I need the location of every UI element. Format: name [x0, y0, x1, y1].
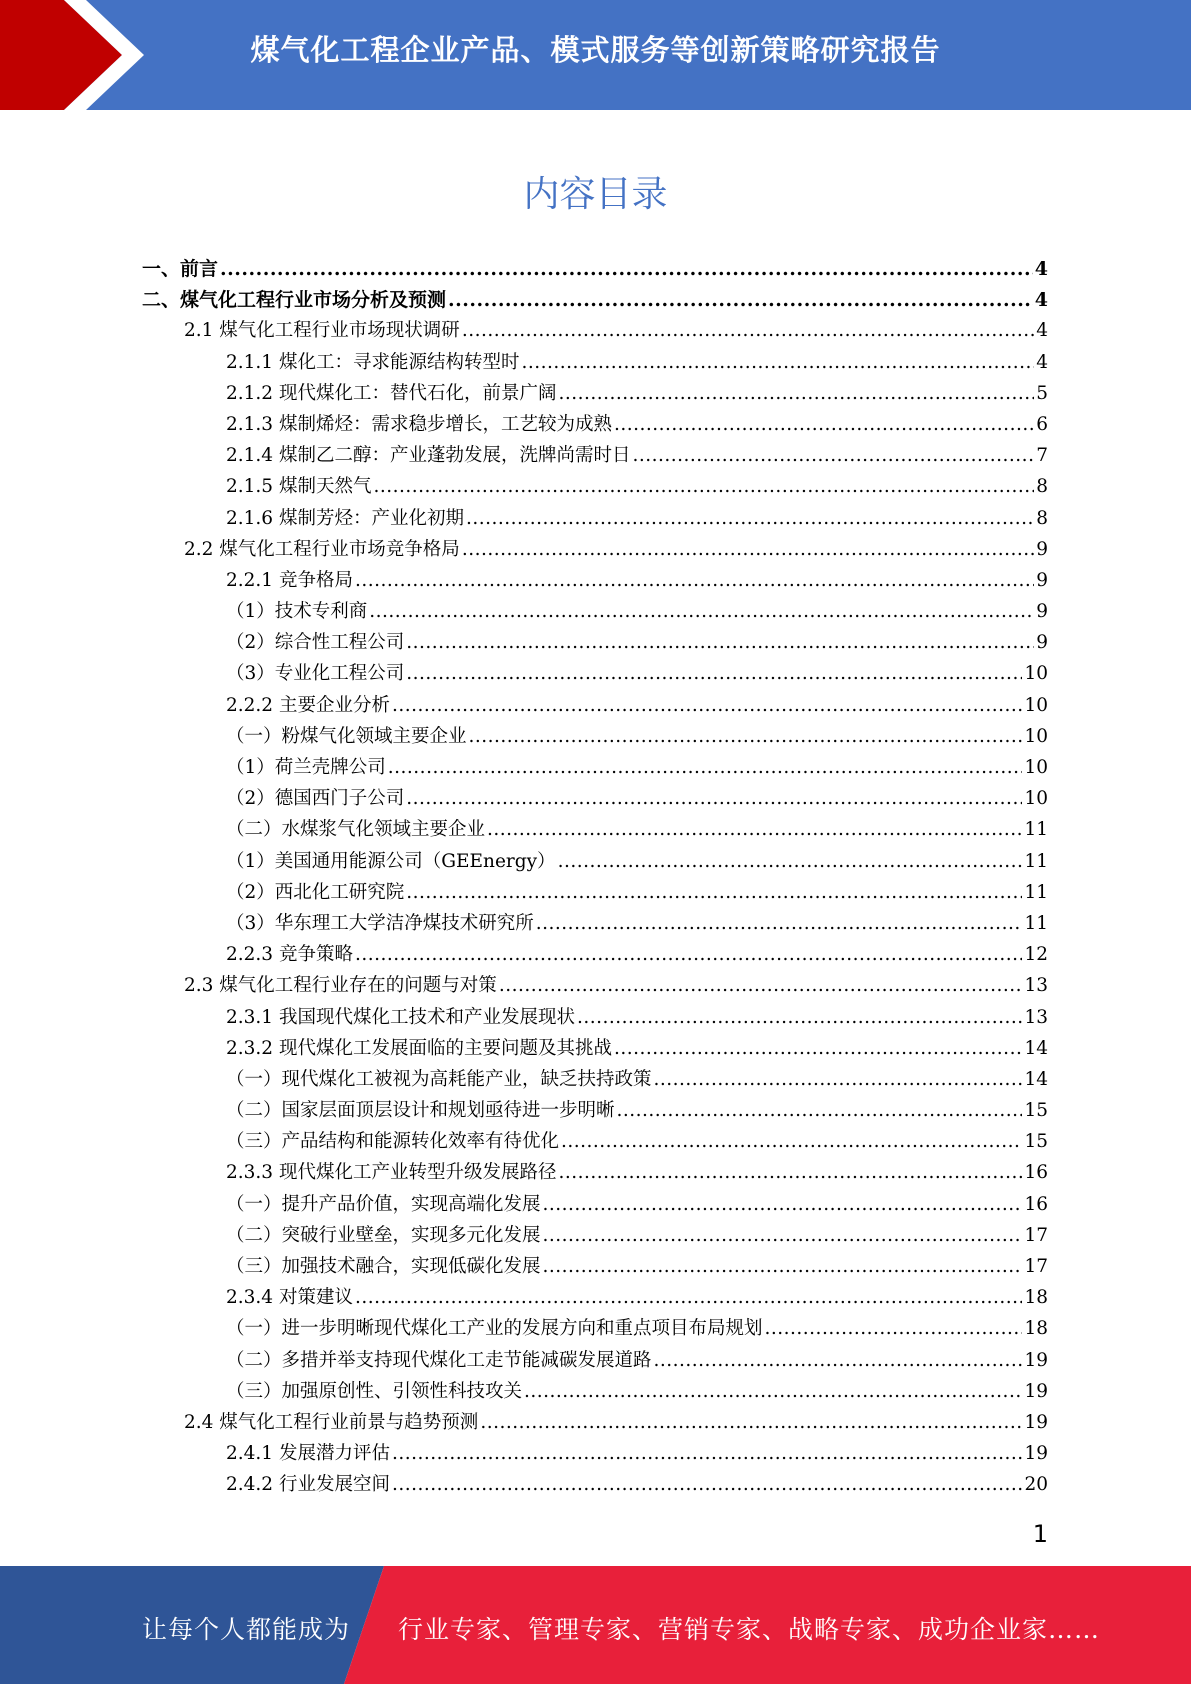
toc-entry-label: 2.1.3 煤制烯烃：需求稳步增长，工艺较为成熟: [226, 413, 612, 435]
toc-entry-label: 2.4 煤气化工程行业前景与趋势预测: [184, 1411, 479, 1433]
toc-leader-dots: [462, 539, 1034, 560]
toc-leader-dots: [765, 1318, 1023, 1339]
toc-entry[interactable]: [142, 1127, 1048, 1158]
toc-leader-dots: [521, 352, 1034, 373]
toc-leader-dots: [543, 1225, 1023, 1246]
toc-title: 内容目录: [523, 174, 668, 215]
toc-entry[interactable]: [142, 940, 1048, 971]
toc-leader-dots: [614, 1038, 1022, 1059]
toc-entry[interactable]: [142, 504, 1048, 535]
toc-entry-label: 2.1.1 煤化工：寻求能源结构转型时: [226, 351, 520, 373]
toc-entry[interactable]: [142, 753, 1048, 784]
toc-leader-dots: [558, 851, 1023, 872]
toc-entry-label: 2.2.1 竞争格局: [226, 569, 353, 591]
toc-leader-dots: [406, 632, 1034, 653]
toc-leader-dots: [614, 414, 1034, 435]
toc-entry-page: 10: [1024, 663, 1048, 685]
toc-entry-label: 2.3.4 对策建议: [226, 1287, 353, 1309]
toc-entry[interactable]: [142, 659, 1048, 690]
toc-entry-label: 2.1.2 现代煤化工：替代石化，前景广阔: [226, 382, 557, 404]
toc-leader-dots: [388, 757, 1023, 778]
footer-band: [0, 1566, 1191, 1684]
toc-entry-label: 2.1.6 煤制芳烃：产业化初期: [226, 507, 464, 529]
toc-entry[interactable]: [142, 1221, 1048, 1252]
toc-entry-label: 2.4.1 发展潜力评估: [226, 1443, 390, 1465]
toc-entry[interactable]: [142, 815, 1048, 846]
toc-entry-page: 15: [1024, 1100, 1048, 1122]
toc-entry-page: 13: [1024, 1006, 1048, 1028]
toc-entry-label: （3）华东理工大学洁净煤技术研究所: [226, 912, 534, 934]
toc-entry-page: 19: [1024, 1349, 1048, 1371]
toc-entry-label: 2.3.3 现代煤化工产业转型升级发展路径: [226, 1162, 557, 1184]
toc-entry-page: 9: [1036, 601, 1048, 623]
toc-entry-label: 2.4.2 行业发展空间: [226, 1474, 390, 1496]
toc-entry[interactable]: [142, 909, 1048, 940]
toc-entry[interactable]: [142, 1283, 1048, 1314]
toc-entry-page: 14: [1024, 1037, 1048, 1059]
toc-entry[interactable]: [142, 379, 1048, 410]
toc-entry-page: 5: [1036, 382, 1048, 404]
toc-entry[interactable]: [142, 847, 1048, 878]
toc-leader-dots: [406, 882, 1022, 903]
toc-entry-page: 4: [1034, 258, 1048, 280]
toc-leader-dots: [406, 788, 1022, 809]
toc-entry-page: 18: [1024, 1318, 1048, 1340]
toc-leader-dots: [469, 726, 1023, 747]
toc-entry-page: 10: [1024, 694, 1048, 716]
toc-entry-label: （二）突破行业壁垒，实现多元化发展: [226, 1224, 541, 1246]
toc-entry-label: 2.1.4 煤制乙二醇：产业蓬勃发展，洗牌尚需时日: [226, 445, 631, 467]
toc-entry[interactable]: [142, 1408, 1048, 1439]
toc-entry-page: 4: [1036, 320, 1048, 342]
toc-entry-page: 4: [1036, 351, 1048, 373]
toc-entry-label: 一、前言: [142, 258, 219, 280]
toc-entry-page: 19: [1024, 1411, 1048, 1433]
toc-entry-label: （一）进一步明晰现代煤化工产业的发展方向和重点项目布局规划: [226, 1318, 763, 1340]
toc-leader-dots: [558, 1162, 1022, 1183]
toc-entry[interactable]: [142, 1252, 1048, 1283]
toc-entry[interactable]: [142, 1190, 1048, 1221]
toc-entry-page: 10: [1024, 757, 1048, 778]
toc-entry-label: 2.3 煤气化工程行业存在的问题与对策: [184, 975, 497, 997]
toc-leader-dots: [480, 1412, 1022, 1433]
toc-entry[interactable]: [142, 1346, 1048, 1377]
toc-entry[interactable]: [142, 1470, 1048, 1501]
toc-entry-page: 11: [1024, 881, 1048, 903]
toc-entry[interactable]: [142, 628, 1048, 659]
toc-entry-page: 8: [1036, 476, 1048, 498]
toc-leader-dots: [499, 975, 1023, 996]
toc-entry[interactable]: [142, 441, 1048, 472]
toc-entry[interactable]: [142, 1065, 1048, 1096]
toc-entry-page: 12: [1024, 944, 1048, 966]
toc-leader-dots: [577, 1007, 1022, 1028]
toc-entry-page: 18: [1024, 1287, 1048, 1309]
toc-leader-dots: [487, 819, 1022, 840]
toc-entry-page: 13: [1024, 975, 1048, 997]
toc-entry-label: 2.3.2 现代煤化工发展面临的主要问题及其挑战: [226, 1037, 612, 1059]
toc-leader-dots: [220, 258, 1033, 280]
toc-entry[interactable]: [142, 784, 1048, 815]
footer-slogan-left: 让每个人都能成为: [142, 1615, 351, 1644]
toc-entry[interactable]: [142, 348, 1048, 379]
toc-leader-dots: [561, 1131, 1022, 1152]
toc-entry-label: （三）加强原创性、引领性科技攻关: [226, 1380, 523, 1402]
toc-entry-page: 9: [1036, 569, 1048, 591]
toc-entry-page: 17: [1024, 1224, 1048, 1246]
toc-leader-dots: [617, 1100, 1023, 1121]
toc-entry-page: 14: [1024, 1068, 1048, 1090]
toc-entry-label: 二、煤气化工程行业市场分析及预测: [142, 289, 447, 312]
toc-leader-dots: [392, 695, 1022, 716]
table-of-contents: [142, 254, 1048, 1502]
toc-leader-dots: [355, 944, 1023, 965]
toc-entry[interactable]: [142, 472, 1048, 503]
toc-entry[interactable]: [142, 691, 1048, 722]
toc-entry[interactable]: [142, 316, 1048, 347]
toc-entry[interactable]: [142, 566, 1048, 597]
toc-entry-page: 7: [1036, 445, 1048, 467]
toc-leader-dots: [373, 476, 1034, 497]
page-number: 1: [1032, 1520, 1048, 1548]
toc-leader-dots: [524, 1381, 1022, 1402]
toc-leader-dots: [466, 508, 1034, 529]
toc-entry-label: （3）专业化工程公司: [226, 663, 405, 685]
toc-entry-label: （一）提升产品价值，实现高端化发展: [226, 1193, 541, 1215]
toc-entry-label: （2）德国西门子公司: [226, 788, 405, 810]
toc-entry-page: 20: [1024, 1474, 1048, 1496]
toc-entry[interactable]: [142, 535, 1048, 566]
toc-entry[interactable]: [142, 410, 1048, 441]
toc-leader-dots: [543, 1256, 1023, 1277]
toc-leader-dots: [654, 1350, 1023, 1371]
toc-entry-page: 6: [1036, 413, 1048, 435]
toc-leader-dots: [392, 1474, 1022, 1495]
toc-entry[interactable]: [142, 722, 1048, 753]
toc-entry[interactable]: [142, 1158, 1048, 1189]
toc-leader-dots: [392, 1443, 1022, 1464]
toc-entry-page: 11: [1024, 850, 1048, 872]
toc-entry[interactable]: [142, 971, 1048, 1002]
toc-entry[interactable]: [142, 1377, 1048, 1408]
toc-leader-dots: [558, 383, 1034, 404]
toc-entry-page: 9: [1036, 538, 1048, 560]
toc-entry[interactable]: [142, 1314, 1048, 1345]
toc-entry-label: （二）水煤浆气化领域主要企业: [226, 819, 486, 841]
toc-entry-page: 9: [1036, 632, 1048, 654]
header-title: 煤气化工程企业产品、模式服务等创新策略研究报告: [250, 33, 941, 67]
toc-entry-label: 2.2.3 竞争策略: [226, 944, 353, 966]
toc-leader-dots: [448, 289, 1033, 311]
toc-entry[interactable]: [142, 597, 1048, 628]
toc-entry[interactable]: [142, 254, 1048, 285]
toc-entry-label: 2.1 煤气化工程行业市场现状调研: [184, 320, 460, 342]
toc-entry-page: 10: [1024, 788, 1048, 810]
toc-leader-dots: [632, 445, 1034, 466]
toc-leader-dots: [406, 663, 1022, 684]
toc-entry[interactable]: [142, 1439, 1048, 1470]
toc-entry-page: 11: [1024, 819, 1048, 841]
toc-entry[interactable]: [142, 878, 1048, 909]
toc-entry[interactable]: [142, 1003, 1048, 1034]
toc-entry-page: 19: [1024, 1443, 1048, 1465]
toc-entry-page: 11: [1024, 912, 1048, 934]
toc-leader-dots: [536, 913, 1023, 934]
toc-entry-label: （二）多措并举支持现代煤化工走节能减碳发展道路: [226, 1349, 652, 1371]
toc-entry-page: 15: [1024, 1131, 1048, 1153]
toc-entry-page: 8: [1036, 507, 1048, 529]
toc-entry-page: 16: [1024, 1162, 1048, 1184]
toc-entry-label: 2.1.5 煤制天然气: [226, 476, 372, 498]
toc-entry-label: （三）加强技术融合，实现低碳化发展: [226, 1256, 541, 1277]
toc-entry-label: 2.3.1 我国现代煤化工技术和产业发展现状: [226, 1006, 575, 1028]
toc-entry[interactable]: [142, 1034, 1048, 1065]
toc-entry-label: （二）国家层面顶层设计和规划亟待进一步明晰: [226, 1100, 615, 1122]
toc-entry-label: （1）美国通用能源公司（GEEnergy）: [226, 850, 556, 872]
toc-entry-label: （2）综合性工程公司: [226, 632, 405, 654]
toc-leader-dots: [355, 1287, 1023, 1308]
toc-entry-page: 17: [1024, 1256, 1048, 1277]
toc-leader-dots: [462, 320, 1034, 341]
toc-leader-dots: [355, 570, 1034, 591]
footer-slogan-right: 行业专家、管理专家、营销专家、战略专家、成功企业家……: [398, 1615, 1101, 1644]
toc-entry-page: 10: [1024, 725, 1048, 747]
toc-entry-label: （三）产品结构和能源转化效率有待优化: [226, 1131, 560, 1153]
toc-entry-label: （1）技术专利商: [226, 601, 368, 623]
toc-entry[interactable]: [142, 1096, 1048, 1127]
toc-leader-dots: [654, 1069, 1023, 1090]
toc-entry-label: 2.2.2 主要企业分析: [226, 694, 390, 716]
toc-entry-label: （2）西北化工研究院: [226, 881, 405, 903]
header-band: [0, 0, 1191, 110]
toc-entry-page: 4: [1034, 289, 1048, 312]
toc-entry-page: 19: [1024, 1380, 1048, 1402]
toc-entry[interactable]: [142, 285, 1048, 316]
toc-entry-label: （一）现代煤化工被视为高耗能产业，缺乏扶持政策: [226, 1068, 652, 1090]
toc-entry-label: （一）粉煤气化领域主要企业: [226, 725, 467, 747]
toc-leader-dots: [369, 601, 1034, 622]
toc-entry-page: 16: [1024, 1193, 1048, 1215]
toc-entry-label: 2.2 煤气化工程行业市场竞争格局: [184, 538, 460, 560]
toc-entry-label: （1）荷兰壳牌公司: [226, 757, 386, 778]
toc-leader-dots: [543, 1194, 1023, 1215]
